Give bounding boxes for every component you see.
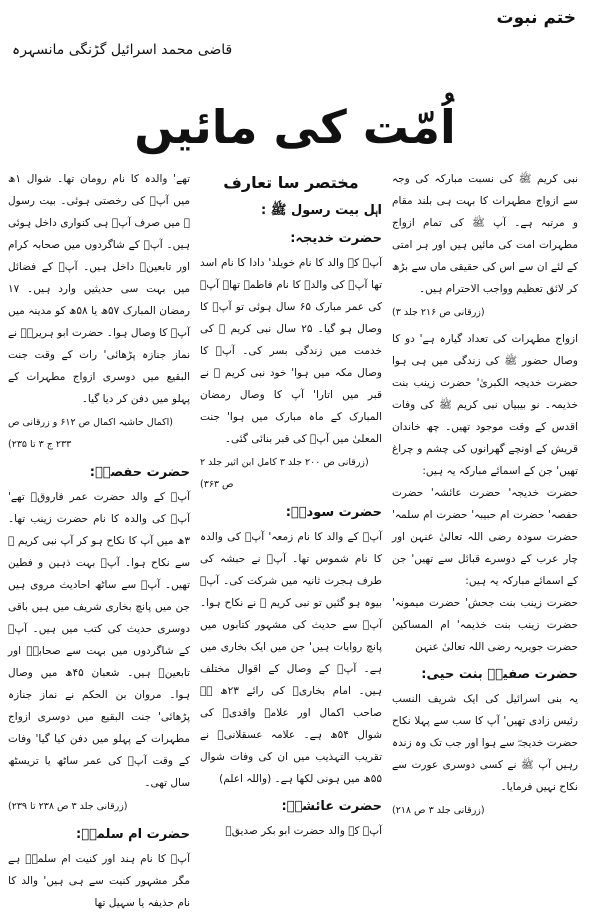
magazine-logo: ختم نبوت xyxy=(496,8,576,28)
author-byline: قاضی محمد اسرائیل گڑنگی مانسہرہ xyxy=(12,42,233,58)
reference-note: (زرقانی جلد ۳ ص ۲۳۸ تا ۲۳۹) xyxy=(8,801,128,812)
umm-salama-heading: حضرت ام سلمہؓ: xyxy=(76,827,190,842)
section-title: مختصر سا تعارف xyxy=(223,173,359,192)
reference-note: (زرقانی جلد ۳ ص ۲۱۸) xyxy=(392,805,485,816)
aisha-continued-paragraph: تھے' والدہ کا نام رومان تھا۔ شوال ۱ھ میں آپؓ کی رخصتی ہوئی۔ بیت رسول ﷺ میں صرف آپؓ ہی کنواری داخل ہوئی ہیں۔ آپؓ کے شاگردوں میں صحابہ کرام اور تابعینؒ داخل ہیں۔ آپؓ کے فضائل میں بہت سی حدیثیں وارد ہیں۔ ۱۷ رمضان المبارک ۵۷ھ یا ۵۸ھ کو مدینہ میں آپؓ کا وصال ہوا۔ حضرت ابو ہریرہؓ نے نماز جنازہ پڑھائی' رات کے وقت جنت البقیع میں دوسری ازواج مطہرات کے پہلو میں دفن کر دیا گیا۔ xyxy=(8,173,190,405)
reference-note: (زرقانی ص ۲۰۰ جلد ۳ کامل ابن اثیر جلد ۲ ص ۳۶۳) xyxy=(200,457,369,490)
wives-count-paragraph: ازواج مطہرات کی تعداد گیارہ ہے' دو کا وصال حضور ﷺ کی زندگی میں ہی ہوا حضرت خدیجہ الکبریٰ' حضرت زینب بنت خذیمہ۔ نو بیبیاں نبی کریم ﷺ کی وفات اقدس کے وقت موجود تھیں۔ چھ خاندان قریش کے اونچے گھرانوں کی چشم و چراغ تھیں' جن کے اسمائے مبارکہ یہ ہیں: xyxy=(392,333,578,477)
sauda-heading: حضرت سودہؓ: xyxy=(285,505,382,520)
safiya-heading: حضرت صفیہؓ بنت حیی: xyxy=(421,667,578,682)
umm-salama-paragraph: آپؓ کا نام ہند اور کنیت ام سلمہؓ ہے مگر مشہور کنیت سے ہی ہیں' والد کا نام حذیفہ یا سہیل تھا xyxy=(8,853,190,909)
khadija-heading: حضرت خدیجہ: xyxy=(290,231,382,246)
column-right xyxy=(392,168,578,826)
reference-note: (زرقانی ص ۲۱۶ جلد ۳) xyxy=(392,307,485,318)
khadija-paragraph: آپؓ کے والد کا نام خویلد' دادا کا نام اسد تھا آپؓ کی والدہ کا نام فاطمہ تھا۔ آپؓ کی عمر مبارک ۶۵ سال ہوئی تو آپؓ کا وصال ہو گیا۔ ۲۵ سال نبی کریم ﷺ کی خدمت میں زندگی بسر کی۔ آپؓ کا وصال مکہ میں ہوا' خود نبی کریم ﷺ نے قبر میں اتارا' آپ کا وصال رمضان المبارک کے ماہ مبارک میں ہوا' جنت المعلیٰ میں آپؓ کی قبر بنائی گئی۔ xyxy=(200,257,382,445)
hafsa-paragraph: آپؓ کے والد حضرت عمر فاروقؓ تھے' آپؓ کی والدہ کا نام حضرت زینب تھا۔ ۳ھ میں آپ کا نکاح ہو کر آپ نبی کریم ﷺ سے نکاح ہوا۔ آپؓ بہت ذہین و فطین تھیں۔ آپؓ سے ساٹھ احادیث مروی ہیں جن میں پانچ بخاری شریف میں ہیں باقی دوسری حدیث کی کتب میں ہیں۔ آپؓ کے شاگردوں میں بہت سے صحابہؓ اور تابعینؒ ہیں۔ شعبان ۴۵ھ میں وصال ہوا۔ مروان بن الحکم نے نماز جنازہ پڑھائی' جنت البقیع میں دوسری ازواج مطہرات کے پہلو میں دفن کیا گیا' وفات کے وقت آپؓ کی عمر ساٹھ یا تریسٹھ سال تھی۔ xyxy=(8,491,190,789)
article-title: اُمّت کی مائیں xyxy=(134,100,456,154)
reference-note: (اکمال حاشیہ اکمال ص ۶۱۲ و زرقانی ص ۲۳۳ ج ۳ تا ۲۳۵) xyxy=(8,417,173,450)
section-subtitle: اہل بیت رسول ﷺ : xyxy=(261,203,382,218)
aisha-paragraph: آپؓ کے والد حضرت ابو بکر صدیقؓ xyxy=(225,825,382,837)
intro-paragraph: نبی کریم ﷺ کی نسبت مبارکہ کی وجہ سے ازواج مطہرات کا بہت ہی بلند مقام و مرتبہ ہے۔ آپ ﷺ کی تمام ازواج مطہرات امت کی مائیں ہیں اور ہر امتی کے لئے ان سے اس کی حقیقی ماں سے بڑھ کر لائق تعظیم وواجب الاحترام ہیں۔ xyxy=(392,173,578,295)
wives-names-paragraph: حضرت خدیجہ' حضرت عائشہ' حضرت حفصہ' حضرت ام حبیبہ' حضرت ام سلمہ' حضرت سودہ رضی اللہ تعالیٰ عنہن اور چار عرب کے دوسرے قبائل سے تھیں' جن کے اسمائے مبارکہ یہ ہیں: xyxy=(392,487,578,587)
column-left xyxy=(8,168,190,914)
column-middle xyxy=(200,168,382,842)
sauda-paragraph: آپؓ کے والد کا نام زمعہ' آپؓ کی والدہ کا نام شموس تھا۔ آپؓ نے حبشہ کی طرف ہجرت ثانیہ میں شرکت کی۔ آپؓ بیوہ ہو گئیں تو نبی کریم ﷺ نے نکاح ہوا۔ آپؓ سے حدیث کی مشہور کتابوں میں پانچ روایات ہیں' جن میں ایک بخاری میں ہے۔ آپؓ کے وصال کے اقوال مختلف ہیں۔ امام بخاریؒ کی رائے ۲۳ھ ہے صاحب اکمال اور علامہ واقدیؒ کی شوال ۵۴ھ ہے۔ علامہ عسقلانیؒ نے تقریب التہذیب میں ان کی وفات شوال ۵۵ھ میں ہونی لکھا ہے۔ (واللہ اعلم) xyxy=(200,531,382,785)
hafsa-heading: حضرت حفصہؓ: xyxy=(89,465,190,480)
safiya-paragraph: یہ بنی اسرائیل کی ایک شریف النسب رئیس زادی تھیں' آپ کا سب سے پہلا نکاح حضرت خدیجہؓ سے ہوا اور جب تک وہ زندہ رہیں آپ ﷺ نے کسی دوسری عورت سے نکاح نہیں فرمایا۔ xyxy=(392,693,578,793)
other-tribes-paragraph: حضرت زینب بنت جحش' حضرت میمونہ' حضرت زینب بنت خذیمہ' ام المساکین حضرت جویریہ رضی اللہ تعالیٰ عنہن xyxy=(392,597,578,653)
aisha-heading: حضرت عائشہؓ: xyxy=(281,799,382,814)
